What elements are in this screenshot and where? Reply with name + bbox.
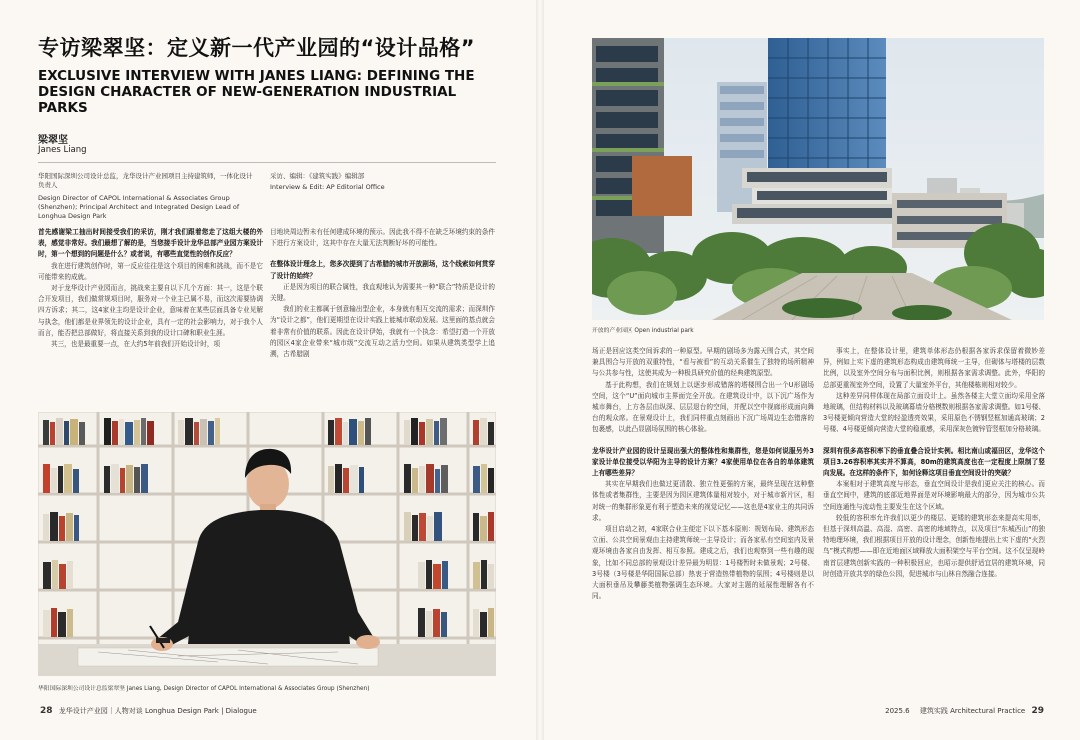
paragraph: 项目启动之初，4家联合业主便定下以下基本原则：规划布局、建筑形态立面、公共空间景观由主持建筑师统一主导设计；而各家私有空间室内及景观环境由各家自由发挥、相互参照。建成之后，我们也观察到一些有趣的现象，比如不同总部的景观设计差异最为明显：1号楼暂时未做景观；2号楼、3号楼（3号楼是华阳国际总部）热衷于营造热带植物的氛围；4号楼则是以大面积垂吊及攀藤类植物强调生态环境。大家对主题的延展性理解各有不同。 bbox=[592, 525, 814, 601]
portrait-caption: 华阳国际深圳公司设计总监梁翠坚 Janes Liang, Design Director of CAPOL International & Associates Group (Shenzhen) bbox=[38, 686, 370, 692]
text-column-1 bbox=[38, 227, 263, 350]
interview-question: 在整体设计理念上，您多次提到了古希腊的城市开放剧场，这个线索如何贯穿了设计的始终？ bbox=[270, 260, 495, 280]
paragraph: 我们的业主都属于创意输出型企业，本身就有相互交流的需求；而深圳作为“设计之都”，他们更期望在设计实践上能城市联动发展。这里面的基点就会着非常有价值的联系。因此在设计伊始，我就有一个执念：希望打造一个开放的园区4家企业带来“城市级”交流互动之活力空间。如果从建筑类型学上追溯，古希腊剧 bbox=[270, 305, 495, 359]
paragraph: 我在进行建筑创作时，第一反应往往是这个项目的困难和挑战，而不是它可能带来的成就。 bbox=[38, 261, 263, 281]
right-page-footer bbox=[885, 706, 1044, 716]
footer-text: 龙华设计产业园｜人物对谈 Longhua Design Park | Dialogue bbox=[58, 707, 257, 715]
issue-date: 2025.6 bbox=[885, 707, 910, 715]
paragraph: 场正是回应这类空间诉求的一种原型。早期的剧场多为露天围合式，其空间兼具围合与开放的双重特性，“看与被看”的互动关系催生了独特的场所精神与公共参与性，这使其成为一种极具研究价值的经典建筑原型。 bbox=[592, 347, 814, 378]
portrait-photo-graphic bbox=[38, 412, 496, 676]
editor-credit bbox=[270, 172, 490, 192]
author-name-en: Janes Liang bbox=[38, 145, 87, 155]
text-column-2 bbox=[270, 227, 495, 360]
footer-text: 建筑实践 Architectural Practice bbox=[919, 707, 1026, 715]
paragraph: 基于此构想，我们在规划上以逐步形成错落的塔楼围合出一个U形剧场空间，这个“U”面向城市主界面完全开放。在建筑设计中，以下沉广场作为城市舞台，上方各层由纵深、层层退台的空间，并配以空中视廊形成面向舞台的观众席。在景观设计上，我们同样重点刻画出下沉广场周边生态错落的包裹感，以此凸显剧场氛围的核心体验。 bbox=[592, 380, 814, 434]
author-name-cn: 梁翠坚 bbox=[38, 135, 68, 146]
spread-gutter bbox=[536, 0, 544, 740]
article-title-en: EXCLUSIVE INTERVIEW WITH JANES LIANG: DEFINING THE DESIGN CHARACTER OF NEW-GENERATION INDUSTRIAL PARKS bbox=[38, 68, 475, 116]
author-bio bbox=[38, 172, 258, 221]
paragraph: 其三，也是最重要一点，在大约5年前我们开始设计时，项 bbox=[51, 340, 221, 349]
industrial-park-photo bbox=[592, 38, 1044, 320]
interview-question: 龙华设计产业园的设计呈现出强大的整体性和集群性，您是如何说服另外3家设计单位接受以华阳为主导的设计方案？4家使用单位在各自的单体建筑上有哪些差异？ bbox=[592, 446, 814, 478]
paragraph: 正是因为项目的联合属性，我直观地认为需要其一种“联合”特质是设计的关键。 bbox=[270, 282, 495, 303]
text-column-4 bbox=[823, 346, 1045, 580]
page-number: 29 bbox=[1031, 706, 1044, 716]
author-bio-en: Design Director of CAPOL International & Associates Group (Shenzhen); Principal Architect and Integrated Design Lead of Longhua Design Park bbox=[38, 194, 240, 220]
paragraph: 目地块周边暂未有任何建成环境的预示。因此我不得不在缺乏环境约束的条件下进行方案设计，这其中存在大量无法判断好坏的可能性。 bbox=[270, 228, 495, 248]
text-column-3 bbox=[592, 346, 814, 602]
editor-credit-cn: 采访、编辑：《建筑实践》编辑部 bbox=[270, 172, 365, 180]
divider bbox=[38, 162, 496, 163]
paragraph: 这种差异同样体现在局部立面设计上。虽然各楼主大堂立面均采用全落地玻璃，但结构材料以及玻璃幕墙分格模数则根据各家需求调整。如1号楼、3号楼更倾向营造大堂的轻盈透亮效果，采用原色不锈钢竖框加通高玻璃；2号楼、4号楼更倾向营造大堂的稳重感，采用深灰色镀锌管竖框加分格玻璃。 bbox=[823, 391, 1045, 434]
park-caption: 开放的产业园区 Open industrial park bbox=[592, 328, 694, 334]
paragraph: 本案相对于建筑高度与形态，垂直空间设计是我们更应关注的核心。而垂直空间中，建筑的底部近地界面是对环境影响最大的部分，因为城市公共空间连通性与流动性主要发生在这个区域。 bbox=[823, 480, 1045, 511]
paragraph: 其实在早期我们也做过更清散、独立性更强的方案，最终呈现在这种整体性或者集群性，主要是因为园区建筑体量相对较小，对于城市新片区，相对统一的集群形象更有利于塑造未来的视觉记忆——这也是4家业主的共同诉求。 bbox=[592, 480, 814, 522]
interview-question: 首先感谢梁工抽出时间接受我们的采访，刚才我们跟着您走了这组大楼的外表，感觉非常好。我们最想了解的是，当您接手设计龙华总部产业园方案设计时，第一个想到的问题是什么？或者说，有哪些直觉性的创作反应？ bbox=[38, 228, 263, 259]
paragraph: 事实上，在整体设计里，建筑单体形态仍根据各家诉求保留着微妙差异，例如上实下虚的建筑形态构成由建筑师统一主导，但砌体与塔楼的层数比例，以及室外空间分布与面积比例，则根据各家需求调整。此外，华阳的总部更重视室外空间，设置了大量室外平台，其他楼栋则相对较少。 bbox=[823, 347, 1045, 389]
interview-question: 深圳有很多高容积率下的垂直叠合设计实例。相比南山或福田区，龙华这个项目3.26容积率其实并不算高，80m的建筑高度也在一定程度上限制了竖向发展。在这样的条件下，如何诠释这项目垂直空间设计的突破？ bbox=[823, 446, 1045, 478]
paragraph: 对于龙华设计产业园而言，挑战来主要自以下几个方面：其一，这是个联合开发项目，我们做常规项目时，服务对一个业主已属不易，而这次需要协调四方诉求；其二，这4家业主均是设计企业，意味着在某些层面具备专业见解与执念，他们都是业界领先的设计企业，具有一定的社会影响力，对于我个人而言，能否把总部做好，将直接关系到我的设计口碑和职业生涯。 bbox=[38, 284, 263, 337]
article-title-cn: 专访梁翠坚：定义新一代产业园的“设计品格” bbox=[38, 36, 476, 60]
author-bio-cn: 华阳国际深圳公司设计总监，龙华设计产业园项目主持建筑师，一体化设计负责人 bbox=[38, 172, 253, 189]
right-page bbox=[540, 0, 1080, 740]
editor-credit-en: Interview & Edit: AP Editorial Office bbox=[270, 183, 385, 191]
portrait-photo bbox=[38, 412, 496, 676]
left-page-footer bbox=[36, 706, 257, 716]
industrial-park-photo-graphic bbox=[592, 38, 1044, 320]
page-number: 28 bbox=[40, 706, 53, 716]
paragraph: 较低的容积率允许我们以更少的楼层、更矮的建筑形态来提高实用率，但基于深圳高温、高湿、高密、高密的地域特点，以及项目“东城西山”的独特地理环境，我们根据项目开放的设计理念，创新性地提出上实下虚的“火烈鸟”模式构想——即在近地面区域释放大面积架空与平台空间。这不仅呈现岭南首层建筑创新实践的一种积极回应，也昭示提供舒适宜居的建筑环境，同时创造开放共享的绿色公园，促进城市与山林自然融合连接。 bbox=[823, 513, 1045, 578]
